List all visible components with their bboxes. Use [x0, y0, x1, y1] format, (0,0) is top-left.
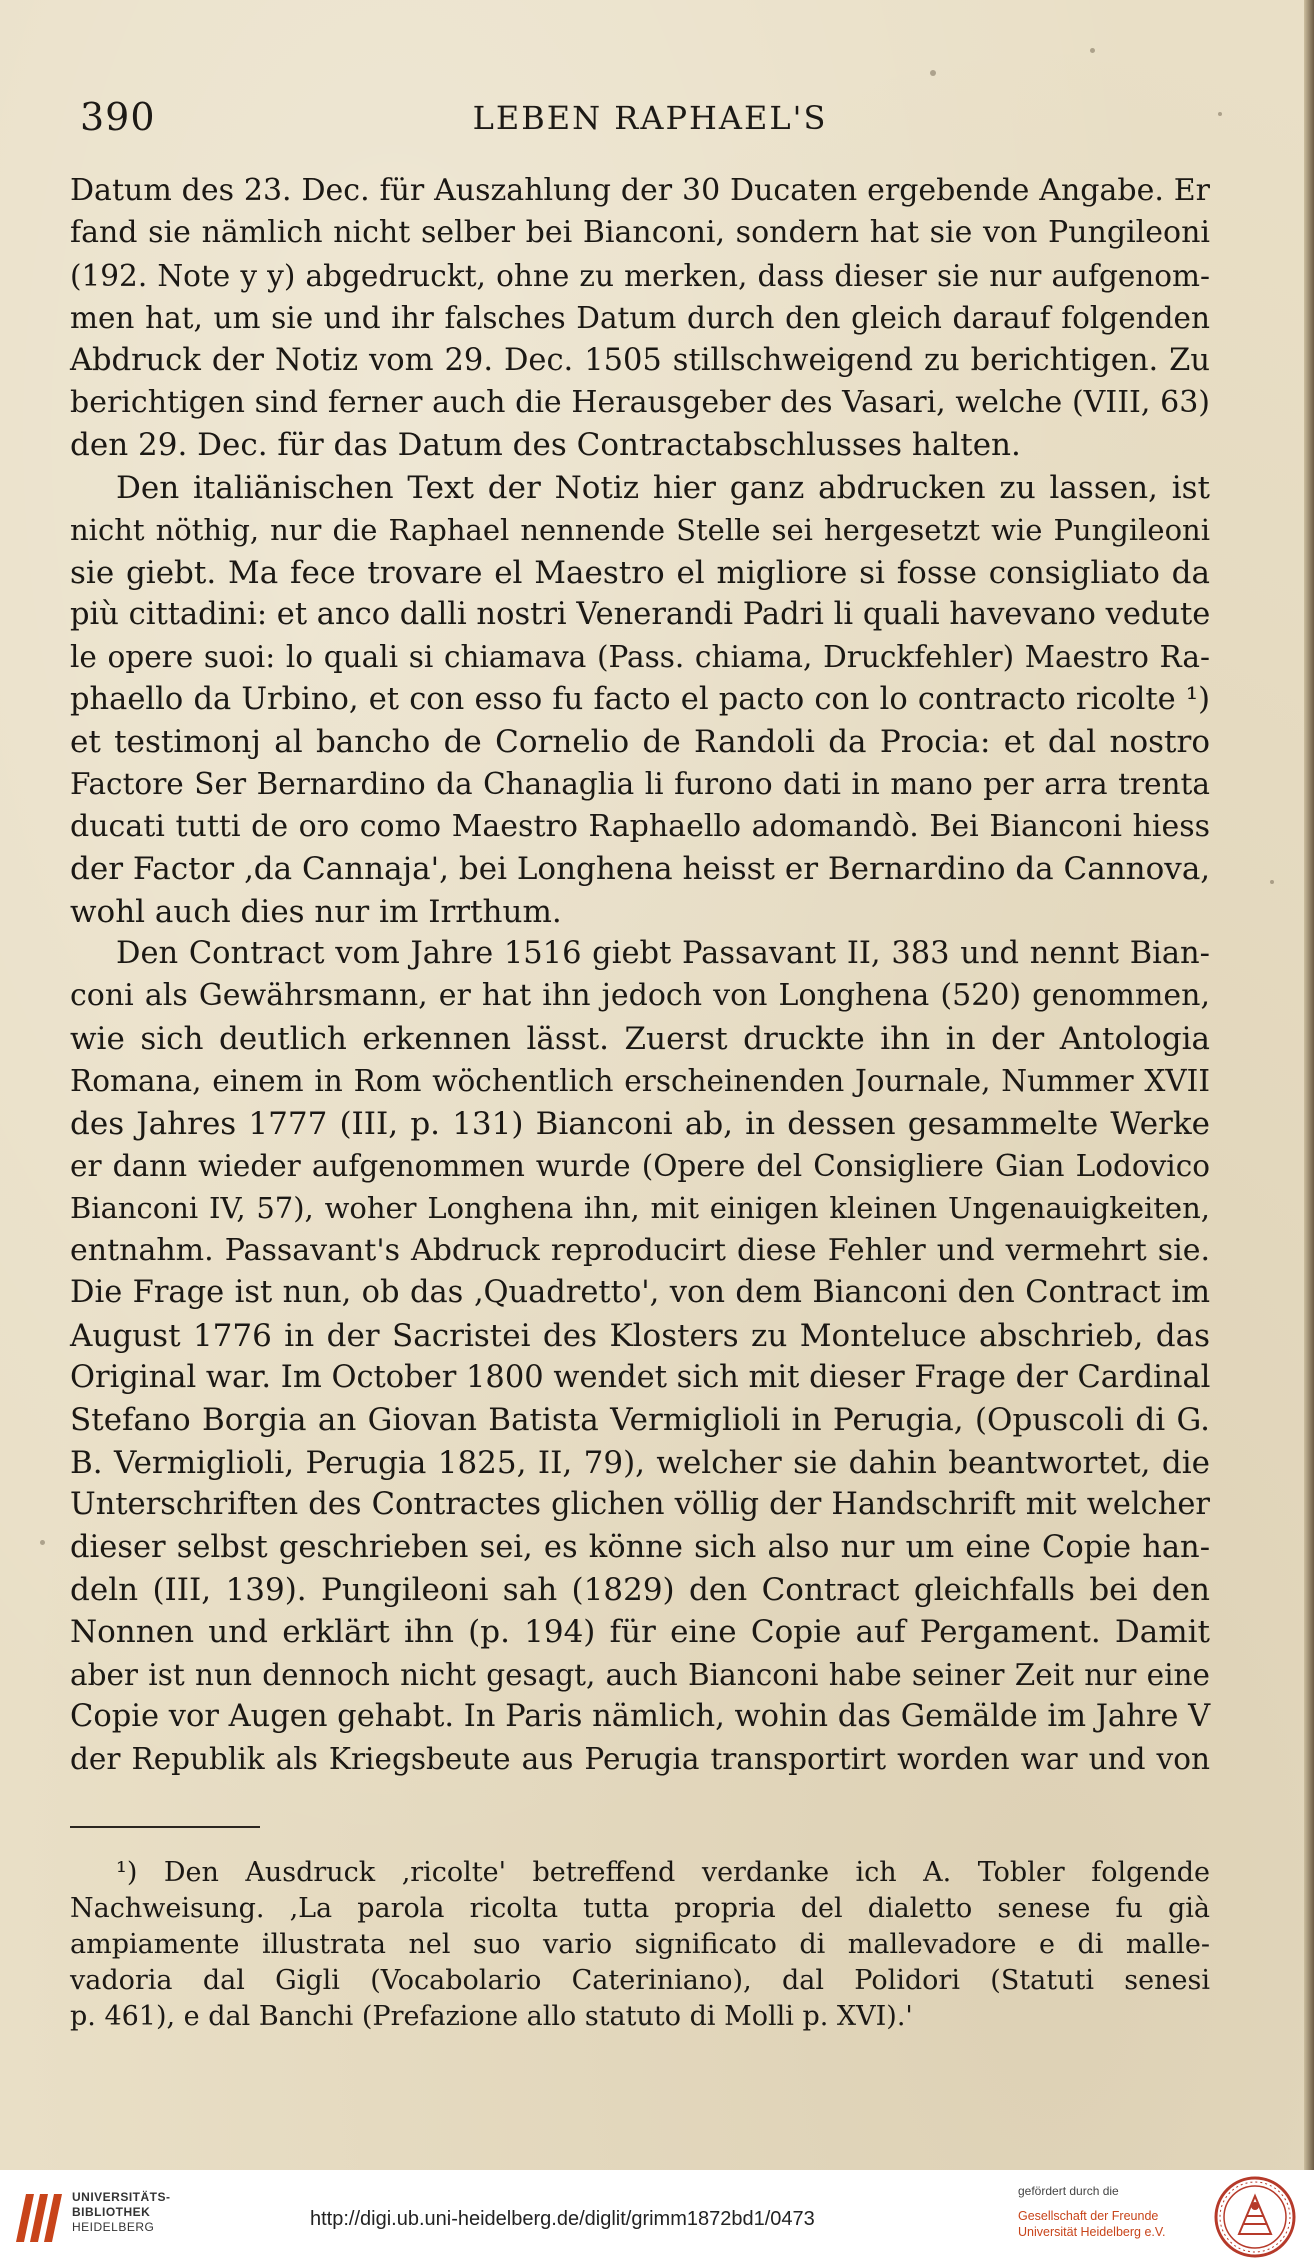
- university-seal-icon: [1214, 2176, 1296, 2258]
- footnote-line: p. 461), e dal Banchi (Prefazione allo statuto di Molli p. XVI).': [70, 2001, 913, 2032]
- page-edge-shadow: [1304, 0, 1314, 2170]
- footnote-line: ¹) Den Ausdruck ‚ricolte' betreffend verdanke ich A. Tobler folgende: [116, 1857, 1210, 1888]
- text-line: Bianconi IV, 57), woher Longhena ihn, mit einigen kleinen Ungenauigkeiten,: [70, 1191, 1210, 1226]
- digitization-footer: [0, 2170, 1314, 2264]
- text-line: berichtigen sind ferner auch die Herausgeber des Vasari, welche (VIII, 63): [70, 384, 1210, 420]
- text-line: (192. Note y y) abgedruckt, ohne zu merken, dass dieser sie nur aufgenom-: [70, 258, 1210, 293]
- text-line: phaello da Urbino, et con esso fu facto el pacto con lo contracto ricolte ¹): [70, 681, 1210, 717]
- text-line: fand sie nämlich nicht selber bei Bianconi, sondern hat sie von Pungileoni: [70, 215, 1210, 251]
- library-name-line: HEIDELBERG: [72, 2220, 155, 2234]
- text-line: coni als Gewährsmann, er hat ihn jedoch von Longhena (520) genommen,: [70, 978, 1210, 1014]
- text-line: Factore Ser Bernardino da Chanaglia li furono dati in mano per arra trenta: [70, 767, 1210, 802]
- text-line: der Factor ‚da Cannaja', bei Longhena heisst er Bernardino da Cannova,: [70, 851, 1211, 888]
- text-line: Copie vor Augen gehabt. In Paris nämlich, wohin das Gemälde im Jahre V: [70, 1699, 1211, 1735]
- paper-speck: [40, 1540, 45, 1545]
- text-line: wie sich deutlich erkennen lässt. Zuerst druckte ihn in der Antologia: [70, 1020, 1210, 1057]
- text-line: Nonnen und erklärt ihn (p. 194) für eine Copie auf Pergament. Damit: [70, 1614, 1210, 1651]
- text-line: er dann wieder aufgenommen wurde (Opere del Consigliere Gian Lodovico: [70, 1148, 1210, 1183]
- footnote-line: Nachweisung. ‚La parola ricolta tutta propria del dialetto senese fu già: [70, 1893, 1210, 1924]
- text-line: Romana, einem in Rom wöchentlich erscheinenden Journale, Nummer XVII: [70, 1064, 1210, 1099]
- text-line: Abdruck der Notiz vom 29. Dec. 1505 stillschweigend zu berichtigen. Zu: [70, 342, 1210, 378]
- text-line: entnahm. Passavant's Abdruck reproducirt diese Fehler und vermehrt sie.: [70, 1232, 1210, 1268]
- text-line: den 29. Dec. für das Datum des Contractabschlusses halten.: [70, 427, 1021, 464]
- text-line: Den Contract vom Jahre 1516 giebt Passavant II, 383 und nennt Bian-: [116, 936, 1210, 972]
- page-number: 390: [80, 95, 156, 139]
- text-line: des Jahres 1777 (III, p. 131) Bianconi ab, in dessen gesammelte Werke: [70, 1105, 1210, 1142]
- sponsor-name-line: Gesellschaft der Freunde: [1018, 2209, 1159, 2223]
- text-line: le opere suoi: lo quali si chiamava (Pass. chiama, Druckfehler) Maestro Ra-: [70, 640, 1210, 675]
- text-line: August 1776 in der Sacristei des Klosters zu Monteluce abschrieb, das: [70, 1317, 1210, 1354]
- text-line: B. Vermiglioli, Perugia 1825, II, 79), welcher sie dahin beantwortet, die: [70, 1444, 1210, 1481]
- text-line: deln (III, 139). Pungileoni sah (1829) den Contract gleichfalls bei den: [70, 1571, 1210, 1608]
- footnote-line: vadoria dal Gigli (Vocabolario Cateriniano), dal Polidori (Statuti senesi: [70, 1965, 1210, 1996]
- paper-speck: [1270, 880, 1274, 884]
- text-line: Original war. Im October 1800 wendet sich mit dieser Frage der Cardinal: [70, 1359, 1211, 1395]
- footnote: [70, 1855, 1210, 2035]
- text-line: sie giebt. Ma fece trovare el Maestro el migliore si fosse consigliato da: [70, 554, 1210, 591]
- text-line: Datum des 23. Dec. für Auszahlung der 30 Ducaten ergebende Angabe. Er: [70, 173, 1210, 208]
- text-line: men hat, um sie und ihr falsches Datum durch den gleich darauf folgenden: [70, 301, 1210, 336]
- paper-speck: [1090, 48, 1095, 53]
- permalink-url[interactable]: http://digi.ub.uni-heidelberg.de/diglit/grimm1872bd1/0473: [310, 2208, 815, 2230]
- text-line: Den italiänischen Text der Notiz hier ganz abdrucken zu lassen, ist: [116, 469, 1210, 506]
- text-line: più cittadini: et anco dalli nostri Venerandi Padri li quali havevano vedute: [70, 596, 1211, 632]
- body-text: [70, 170, 1210, 1781]
- text-line: ducati tutti de oro como Maestro Raphaello adomandò. Bei Bianconi hiess: [70, 808, 1210, 844]
- sponsor-name-line: Universität Heidelberg e.V.: [1018, 2225, 1166, 2239]
- paper-speck: [930, 70, 936, 76]
- text-line: Die Frage ist nun, ob das ‚Quadretto', von dem Bianconi den Contract im: [70, 1275, 1210, 1311]
- library-logo-icon: [12, 2186, 64, 2246]
- library-name: [72, 2190, 171, 2235]
- sponsor-intro: gefördert durch die: [1018, 2184, 1119, 2198]
- library-name-line: UNIVERSITÄTS-: [72, 2190, 171, 2204]
- sponsor-credit: [1018, 2184, 1208, 2240]
- page-header: [80, 95, 1220, 145]
- footnote-divider: [70, 1826, 260, 1828]
- text-line: dieser selbst geschrieben sei, es könne sich also nur um eine Copie han-: [70, 1529, 1210, 1565]
- text-line: der Republik als Kriegsbeute aus Perugia transportirt worden war und von: [70, 1742, 1210, 1777]
- footnote-line: ampiamente illustrata nel suo vario significato di mallevadore e di malle-: [70, 1929, 1210, 1960]
- text-line: et testimonj al bancho de Cornelio de Randoli da Procia: et dal nostro: [70, 724, 1210, 761]
- library-name-line: BIBLIOTHEK: [72, 2205, 151, 2219]
- text-line: nicht nöthig, nur die Raphael nennende Stelle sei hergesetzt wie Pungileoni: [70, 513, 1210, 548]
- running-head: LEBEN RAPHAEL'S: [472, 99, 828, 137]
- text-line: wohl auch dies nur im Irrthum.: [70, 893, 562, 930]
- text-line: Unterschriften des Contractes glichen völlig der Handschrift mit welcher: [70, 1487, 1210, 1523]
- text-line: Stefano Borgia an Giovan Batista Vermiglioli in Perugia, (Opuscoli di G.: [70, 1402, 1210, 1439]
- text-line: aber ist nun dennoch nicht gesagt, auch Bianconi habe seiner Zeit nur eine: [70, 1657, 1210, 1692]
